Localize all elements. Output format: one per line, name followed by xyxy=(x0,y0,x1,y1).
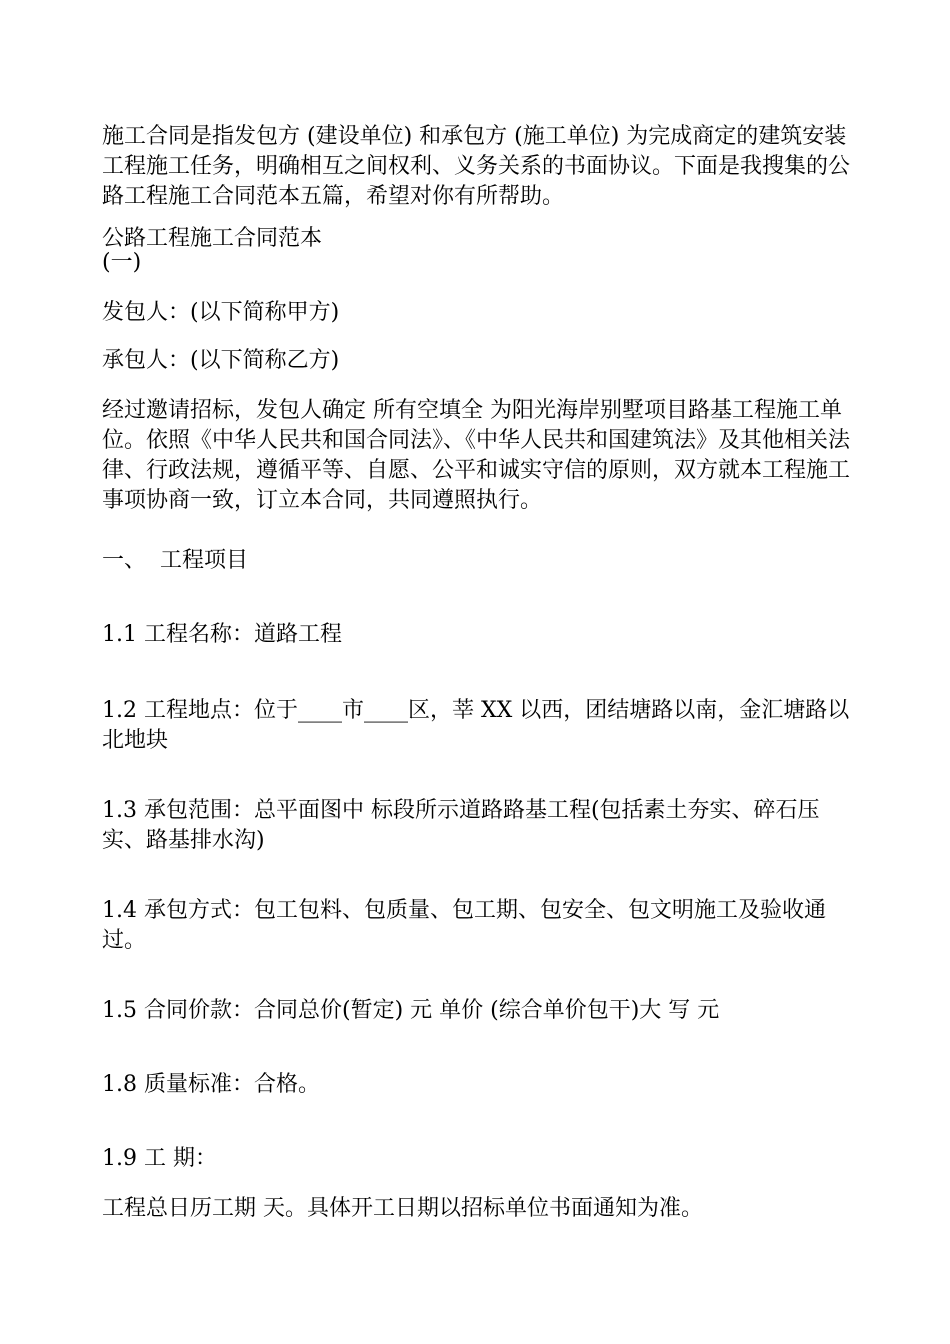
clause-1-9: 1.9 工 期： xyxy=(102,1146,217,1171)
clause-1-5: 1.5 合同价款：合同总价(暂定) 元 单价 (综合单价包干)大 写 元 xyxy=(102,998,720,1023)
clause-1-8: 1.8 质量标准：合格。 xyxy=(102,1072,320,1097)
clause-1-2: 1.2 工程地点：位于____市____区，莘 XX 以西，团结塘路以南，金汇塘路以北地块 xyxy=(102,698,850,753)
clause-1-3: 1.3 承包范围：总平面图中 标段所示道路路基工程(包括素土夯实、碎石压实、路基排水沟) xyxy=(102,798,820,853)
preamble-paragraph: 经过邀请招标，发包人确定 所有空填全 为阳光海岸别墅项目路基工程施工单位。依照《中华人民共和国合同法》、《中华人民共和国建筑法》及其他相关法律、行政法规，遵循平等、自愿、公平和诚实守信的原则，双方就本工程施工事项协商一致，订立本合同，共同遵照执行。 xyxy=(102,398,851,513)
party-a-line: 发包人：(以下简称甲方) xyxy=(102,300,340,325)
document-subtitle: (一) xyxy=(102,250,142,275)
party-b-line: 承包人：(以下简称乙方) xyxy=(102,348,340,373)
section-heading: 一、 工程项目 xyxy=(102,548,248,573)
duration-paragraph: 工程总日历工期 天。具体开工日期以招标单位书面通知为准。 xyxy=(102,1196,703,1221)
clause-1-4: 1.4 承包方式：包工包料、包质量、包工期、包安全、包文明施工及验收通过。 xyxy=(102,898,826,953)
clause-1-1: 1.1 工程名称：道路工程 xyxy=(102,622,342,647)
intro-paragraph: 施工合同是指发包方 (建设单位) 和承包方 (施工单位) 为完成商定的建筑安装工程施工任务，明确相互之间权利、义务关系的书面协议。下面是我搜集的公路工程施工合同范本五篇，希望对你有所帮助。 xyxy=(102,124,851,209)
document-title: 公路工程施工合同范本 xyxy=(102,226,323,251)
